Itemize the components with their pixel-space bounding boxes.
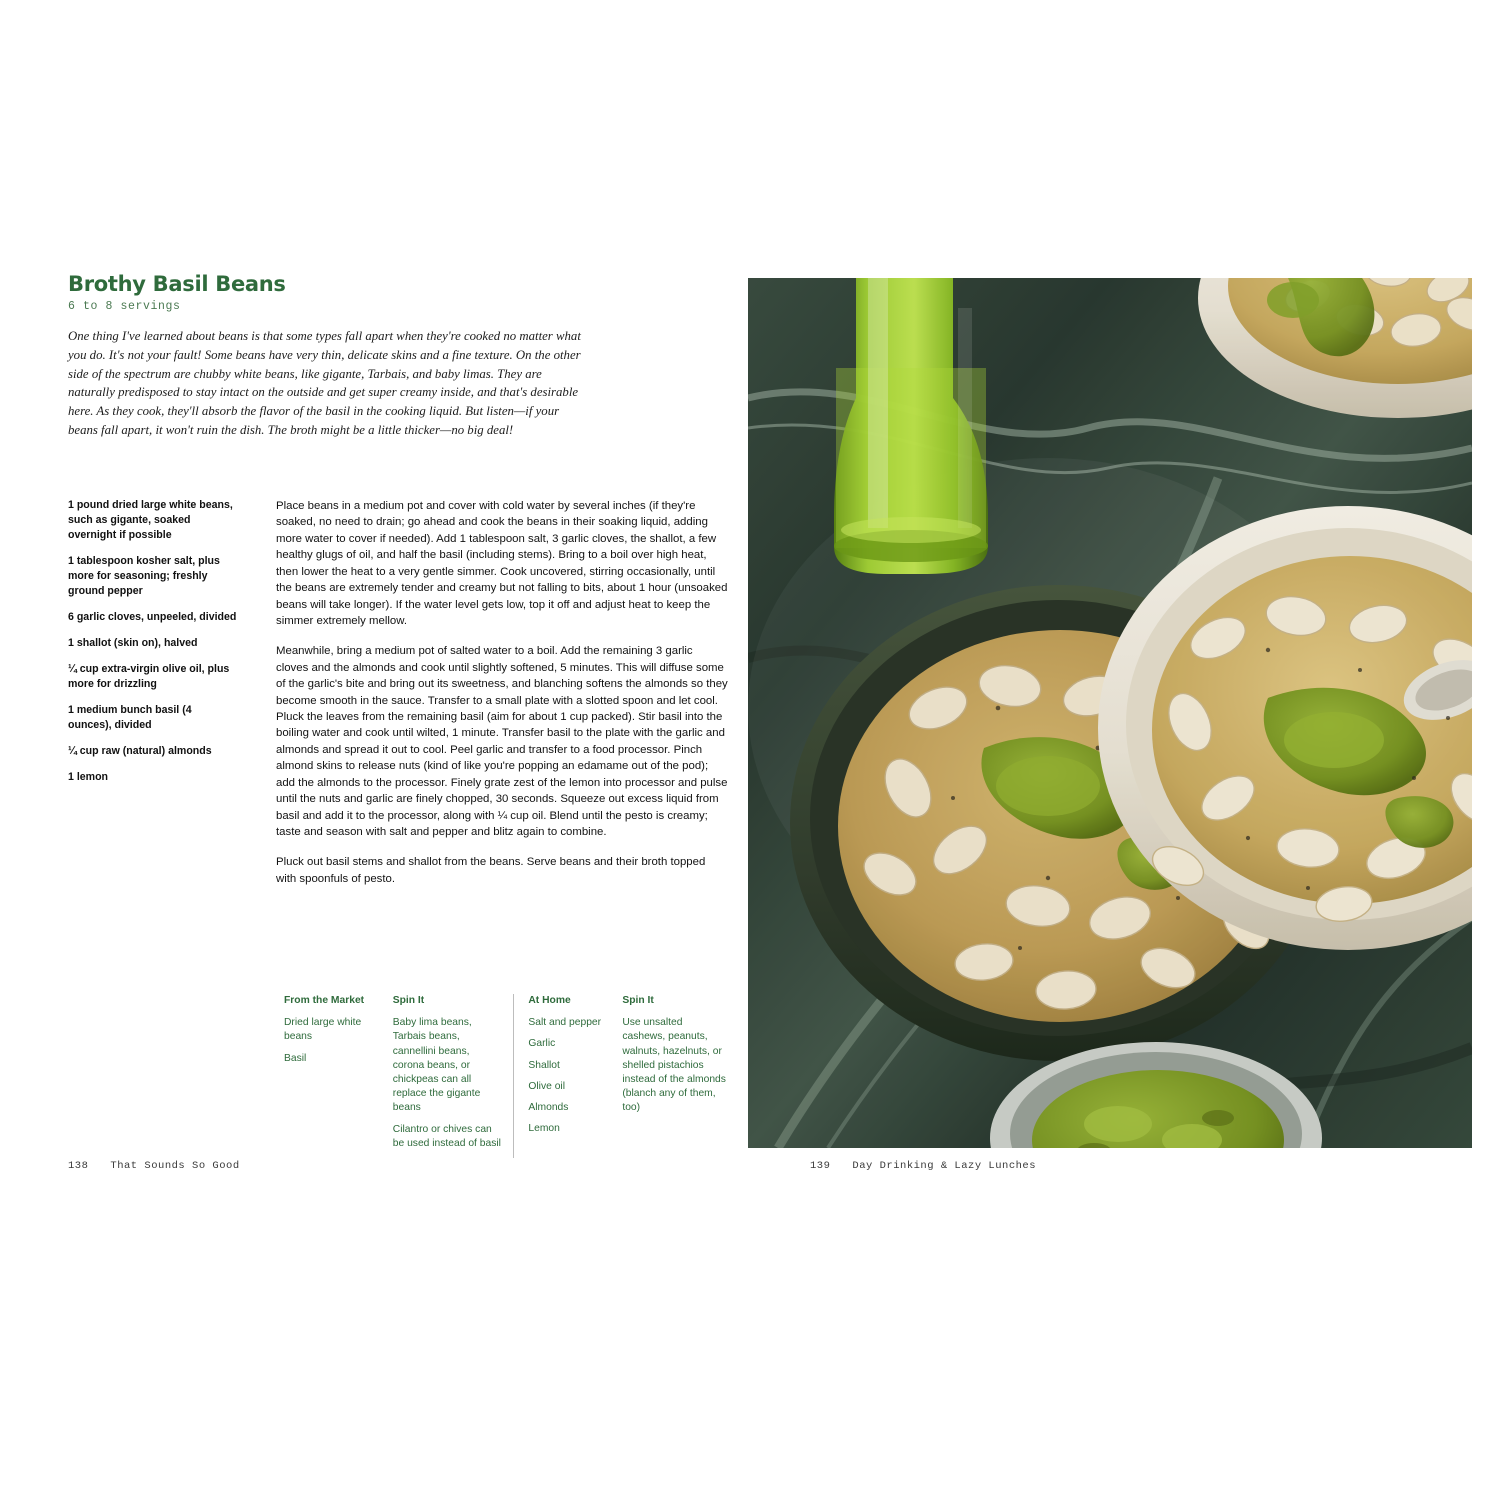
list-item: 1 tablespoon kosher salt, plus more for seasoning; freshly ground pepper xyxy=(68,555,220,598)
list-item: 1 shallot (skin on), halved xyxy=(68,637,198,650)
recipe-yield: 6 to 8 servings xyxy=(68,300,181,313)
column-heading: From the Market xyxy=(284,995,365,1006)
left-page xyxy=(40,272,740,1182)
method-steps xyxy=(238,498,728,901)
column-heading: Spin It xyxy=(622,995,654,1006)
list-item: Garlic xyxy=(528,1038,556,1050)
list-item: 6 garlic cloves, unpeeled, divided xyxy=(68,611,237,624)
list-item: Basil xyxy=(284,1052,307,1064)
column-heading: Spin It xyxy=(392,995,425,1006)
method-step: Meanwhile, bring a medium pot of salted water to a boil. Add the remaining 3 garlic cloves and the almonds and cook until slightly softened, 5 minutes. This will diffuse some of the garlic's bite and bring out its sweetness, and blanching softens the almonds so they become smooth in the sauce. Transfer to a small plate with a slotted spoon and let cool. Pluck the leaves from the remaining basil (aim for about 1 cup packed). Stir basil into the boiling water and cook until wilted, 1 minute. Transfer basil to the plate with the garlic and almonds and spread it out to cool. Peel garlic and transfer to a food processor. Pinch almond skins to release nuts (kind of like you're popping an edamame out of the pod); add the almonds to the processor. Finely grate zest of the lemon into processor and pulse until the nuts and garlic are finely chopped, 30 seconds. Squeeze out excess liquid from basil and add it to the processor, along with ¼ cup oil. Blend until the pesto is creamy; taste and season with salt and pepper and blitz again to combine. xyxy=(276,645,728,839)
book-title: That Sounds So Good xyxy=(110,1160,240,1172)
list-item: Use unsalted cashews, peanuts, walnuts, hazelnuts, or shelled pistachios instead of the almonds (blanch any of them, too) xyxy=(622,1017,726,1114)
market-table xyxy=(284,994,728,1158)
method-step: Place beans in a medium pot and cover with cold water by several inches (if they're soaked, no need to drain; go ahead and cook the beans in their soaking liquid, adding more water to cover if needed). Add 1 tablespoon salt, 3 garlic cloves, the shallot, a few healthy glugs of oil, and half the basil (including stems). Bring to a boil over high heat, then lower the heat to a very gentle simmer. Cook uncovered, stirring occasionally, until the beans are extremely tender and creamy but not falling to bits, about 1 hour (unsoaked beans will take longer). If the water level gets low, top it off and adjust heat to keep the simmer extremely mellow. xyxy=(276,500,728,627)
list-item: Lemon xyxy=(528,1123,560,1135)
list-item: ¼ cup extra-virgin olive oil, plus more for drizzling xyxy=(68,663,230,691)
list-item: Shallot xyxy=(528,1059,560,1071)
market-column-spin-it-1 xyxy=(393,994,514,1158)
list-item: Olive oil xyxy=(528,1080,565,1092)
list-item: Salt and pepper xyxy=(528,1017,602,1029)
page-title: Brothy Basil Beans xyxy=(68,272,286,296)
list-item: Dried large white beans xyxy=(284,1017,362,1043)
ingredients-list xyxy=(68,498,238,901)
column-divider xyxy=(513,994,514,1158)
list-item: 1 lemon xyxy=(68,771,109,784)
list-item: 1 medium bunch basil (4 ounces), divided xyxy=(68,704,192,732)
column-heading: At Home xyxy=(528,995,571,1006)
page-number: 139 xyxy=(810,1160,831,1172)
market-column-at-home xyxy=(528,994,622,1158)
market-column-spin-it-2 xyxy=(622,994,728,1158)
chapter-title: Day Drinking & Lazy Lunches xyxy=(852,1160,1037,1172)
photo-illustration xyxy=(748,278,1472,1148)
list-item: Almonds xyxy=(528,1102,569,1114)
recipe-photograph xyxy=(748,278,1472,1148)
folio-right xyxy=(810,1160,1036,1172)
list-item: Cilantro or chives can be used instead of basil xyxy=(392,1123,501,1149)
market-column-from-the-market xyxy=(284,994,393,1158)
page-number: 138 xyxy=(68,1160,89,1172)
list-item: Baby lima beans, Tarbais beans, cannellini beans, corona beans, or chickpeas can all replace the gigante beans xyxy=(392,1017,481,1114)
method-step: Pluck out basil stems and shallot from the beans. Serve beans and their broth topped with spoonfuls of pesto. xyxy=(276,856,706,885)
recipe-intro: One thing I've learned about beans is that some types fall apart when they're cooked no matter what you do. It's not your fault! Some beans have very thin, delicate skins and a fine texture. On the other side of the spectrum are chubby white beans, like gigante, Tarbais, and baby limas. They are naturally predisposed to stay intact on the outside and get super creamy inside, and that's desirable here. As they cook, they'll absorb the flavor of the basil in the cooking liquid. But listen—if your beans fall apart, it won't ruin the dish. The broth might be a little thicker—no big deal! xyxy=(68,329,581,437)
list-item: ¼ cup raw (natural) almonds xyxy=(68,745,212,758)
recipe-body xyxy=(68,498,728,901)
folio-left xyxy=(68,1160,240,1172)
list-item: 1 pound dried large white beans, such as gigante, soaked overnight if possible xyxy=(68,499,233,542)
